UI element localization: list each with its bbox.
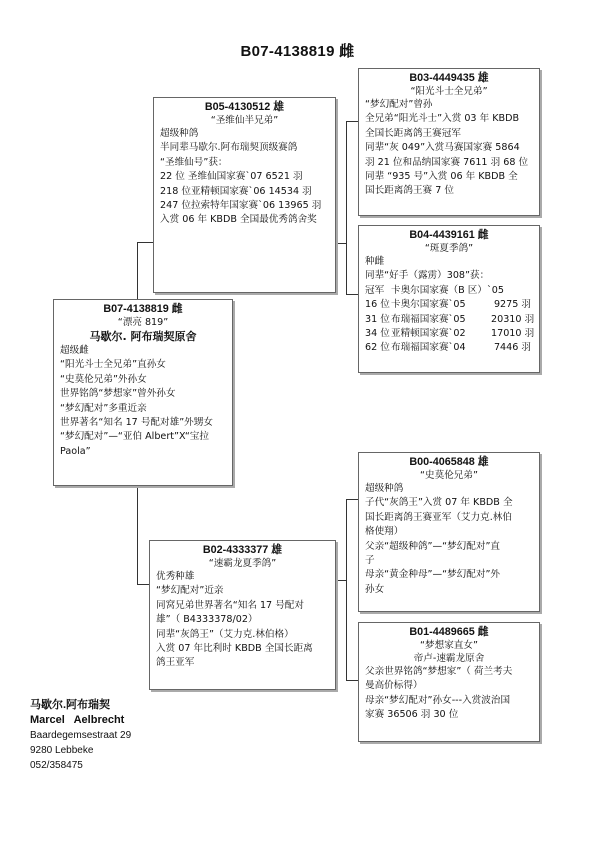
card-line: “梦幻配对”近亲 — [156, 585, 224, 597]
bird-nickname: “圣维仙半兄弟” — [210, 115, 279, 126]
card-line: 曼高价标得） — [365, 680, 423, 692]
card-line: 孙女 — [365, 583, 385, 595]
card-line: 母亲“黄金种母”—“梦幻配对”外 — [365, 569, 501, 581]
card-line: 雄”（ B4333378/02） — [156, 614, 258, 626]
card-line: 全兄弟“阳光斗士”入赏 03 年 KBDB — [365, 113, 520, 125]
ring-number: B01-4489665 雌 — [409, 626, 489, 638]
connector-line — [346, 499, 358, 500]
ring-number: B05-4130512 雄 — [204, 101, 285, 113]
result-birds: 17010 羽 — [491, 328, 535, 340]
owner-address: Baardegemsestraat 29 — [30, 730, 132, 741]
pedigree-card-b02 — [149, 540, 336, 690]
connector-line — [346, 121, 347, 295]
race-result-row — [365, 298, 533, 312]
card-line: 超级种鸽 — [160, 128, 199, 139]
connector-line — [137, 486, 138, 584]
ring-number: B07-4138819 雌 — [103, 303, 183, 315]
ring-number: B03-4449435 雄 — [409, 72, 489, 84]
pedigree-card-b03 — [358, 68, 540, 216]
card-line: 父亲“超级种鸽”—“梦幻配对”直 — [365, 540, 501, 552]
card-line: 优秀种雄 — [156, 571, 195, 582]
pedigree-card-b07 — [53, 299, 233, 486]
result-race: 卡奥尔国家赛`05 — [391, 299, 466, 311]
race-results-list — [365, 284, 533, 356]
card-line: 入赏 07 年比利时 KBDB 全国长距离 — [156, 643, 313, 655]
bird-nickname: “史莫伦兄弟” — [420, 470, 478, 481]
card-line: 种雌 — [365, 256, 385, 267]
connector-line — [346, 121, 358, 122]
card-line: 超级种鸽 — [365, 483, 404, 494]
result-birds: 20310 羽 — [491, 313, 535, 325]
bird-nickname: “阳光斗士全兄弟” — [410, 86, 488, 97]
card-line: 家赛 36506 羽 30 位 — [365, 709, 459, 721]
breeder-loft: 马歇尔. 阿布瑞契原舍 — [89, 330, 197, 343]
card-line: 22 位 圣维仙国家赛`07 6521 羽 — [160, 171, 303, 183]
card-line: “梦幻配对”多重近亲 — [60, 402, 147, 414]
card-line: 入赏 06 年 KBDB 全国最优秀鸽舍奖 — [160, 214, 317, 226]
bird-nickname: “漂亮 819” — [117, 317, 169, 328]
owner-city: 9280 Lebbeke — [30, 745, 94, 756]
owner-phone: 052/358475 — [30, 760, 83, 771]
ring-number: B02-4333377 雄 — [202, 544, 283, 556]
card-line: 格使翔） — [365, 526, 404, 538]
card-line: 半同辈马歇尔.阿布瑞契顶级赛鸽 — [160, 142, 298, 154]
card-line: 世界铭鸽“梦想家”曾外孙女 — [60, 388, 176, 400]
page-title: B07-4138819 雌 — [240, 43, 355, 60]
bird-nickname: “速霸龙夏季鸽” — [208, 558, 277, 569]
contact-block — [30, 698, 131, 773]
card-line: 世界著名“知名 17 号配对雄”外甥女 — [60, 417, 213, 429]
card-line: 全国长距离鸽王赛冠军 — [365, 127, 461, 139]
card-line: “史莫伦兄弟”外孙女 — [60, 373, 147, 385]
card-line: 国长距离鸽王赛亚军（艾力克.林伯 — [365, 511, 512, 523]
result-birds: 9275 羽 — [493, 299, 531, 311]
ring-number: B00-4065848 雄 — [409, 456, 489, 468]
result-race: 布瑞福国家赛`04 — [391, 342, 466, 354]
pedigree-card-b01 — [358, 622, 540, 742]
card-line: 鸽王亚军 — [156, 657, 195, 669]
connector-line — [137, 242, 138, 299]
card-line: 同辈“灰鸽王”（艾力克.林伯格） — [156, 628, 294, 640]
result-rank: 34 位 — [365, 328, 390, 340]
result-race: 卡奥尔国家赛（B 区）`05 — [391, 284, 504, 296]
card-line: 超级雌 — [60, 345, 89, 356]
result-rank: 冠军 — [365, 284, 385, 296]
card-line: 同辈“好手（露雳）308”获： — [365, 270, 490, 282]
race-result-row — [365, 327, 533, 341]
result-rank: 31 位 — [365, 313, 390, 325]
card-line: “圣维仙号”获： — [160, 156, 228, 168]
result-rank: 16 位 — [365, 299, 390, 311]
connector-line — [346, 499, 347, 681]
card-line: 母亲“梦幻配对”孙女---入赏波治国 — [365, 694, 511, 706]
owner-name-cn: 马歇尔.阿布瑞契 — [30, 699, 111, 711]
result-rank: 62 位 — [365, 342, 390, 354]
card-line: 子 — [365, 555, 375, 567]
card-line: 国长距离鸽王赛 7 位 — [365, 185, 454, 197]
breeder-loft: 帝卢-速霸龙原舍 — [413, 653, 485, 664]
pedigree-card-b04 — [358, 225, 540, 373]
connector-line — [346, 294, 358, 295]
result-birds: 7446 羽 — [493, 342, 531, 354]
card-line: 247 位拉索特年国家赛`06 13965 羽 — [160, 200, 322, 212]
connector-line — [346, 680, 358, 681]
result-race: 布瑞福国家赛`05 — [391, 313, 466, 325]
race-result-row — [365, 284, 533, 298]
card-line: 子代“灰鸽王”入赏 07 年 KBDB 全 — [365, 497, 513, 509]
pedigree-card-b00 — [358, 452, 540, 612]
race-result-row — [365, 313, 533, 327]
bird-nickname: “斑夏季鸽” — [424, 243, 474, 254]
card-line: “梦幻配对”—“亚伯 Albert”X“宝拉 Paola” — [60, 431, 209, 457]
race-result-row — [365, 341, 533, 355]
card-line: 父亲世界铭鸽“梦想家”（ 荷兰考夫 — [365, 666, 513, 677]
card-line: “梦幻配对”曾孙 — [365, 99, 433, 110]
bird-nickname: “梦想家直女” — [420, 640, 478, 651]
pedigree-card-b05 — [153, 97, 336, 293]
connector-line — [336, 243, 346, 244]
connector-line — [137, 242, 153, 243]
ring-number: B04-4439161 雌 — [409, 229, 489, 241]
card-line: “阳光斗士全兄弟”直孙女 — [60, 359, 166, 371]
owner-name-en: Marcel Aelbrecht — [30, 714, 125, 726]
result-race: 亚精顿国家赛`02 — [391, 328, 466, 340]
connector-line — [137, 584, 149, 585]
card-line: 218 位亚精顿国家赛`06 14534 羽 — [160, 185, 312, 197]
connector-line — [336, 580, 346, 581]
card-line: 同窝兄弟世界著名“知名 17 号配对 — [156, 599, 304, 611]
card-line: 同辈“灰 049”入赏马赛国家赛 5864 — [365, 142, 520, 154]
card-line: 同辈 “935 号”入赏 06 年 KBDB 全 — [365, 171, 518, 183]
card-line: 羽 21 位和品纳国家赛 7611 羽 68 位 — [365, 156, 529, 168]
